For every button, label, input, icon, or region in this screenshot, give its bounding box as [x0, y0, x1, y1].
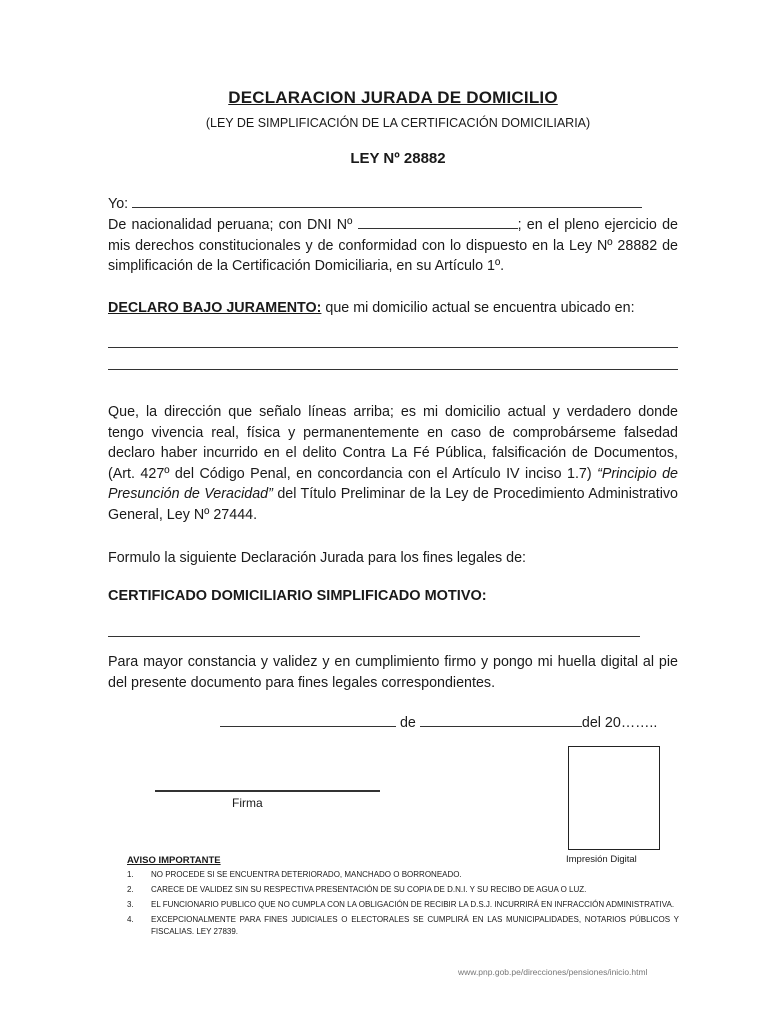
- yo-label: Yo:: [108, 196, 129, 212]
- notice-number: 3.: [127, 900, 134, 909]
- notice-text: CARECE DE VALIDEZ SIN SU RESPECTIVA PRESENTACIÓN DE SU COPIA DE D.N.I. Y SU RECIBO DE AGUA O LUZ.: [151, 885, 587, 894]
- yo-line: [108, 193, 678, 215]
- declaro-label: DECLARO BAJO JURAMENTO:: [108, 300, 322, 316]
- notice-title: AVISO IMPORTANTE: [127, 855, 221, 866]
- notice-item: [127, 884, 679, 896]
- paragraph-nationality: [108, 214, 678, 277]
- veracity-tail: del Título Preliminar de la Ley de Procedimiento Administrativo General, Ley Nº 27444.: [108, 486, 678, 523]
- paragraph-constancia: Para mayor constancia y validez y en cumplimiento firmo y pongo mi huella digital al pie del presente documento para fines legales correspondientes.: [108, 654, 678, 691]
- address-blank-1: [108, 347, 678, 348]
- fingerprint-label: Impresión Digital: [566, 854, 637, 865]
- motivo-blank: [108, 636, 640, 637]
- notice-list: [127, 869, 679, 941]
- notice-item: [127, 914, 679, 938]
- notice-text: EL FUNCIONARIO PUBLICO QUE NO CUMPLA CON LA OBLIGACIÓN DE RECIBIR LA D.S.J. INCURRIRÁ EN INFRACCIÓN ADMINISTRATIVA.: [151, 900, 675, 909]
- notice-number: 4.: [127, 915, 134, 924]
- veracity-text: Que, la dirección que señalo líneas arriba; es mi domicilio actual y verdadero donde tengo vivencia real, física y permanentemente en caso de comprobárseme falsedad declaro haber incurrido en el delito Contra La Fé Pública, falsificación de Documentos, (Art. 427º del Código Penal, en concordancia con el Artículo IV inciso 1.7): [108, 404, 678, 482]
- date-del: del 20……..: [581, 715, 658, 731]
- footer-url[interactable]: www.pnp.gob.pe/direcciones/pensiones/inicio.html: [458, 967, 648, 977]
- notice-number: 2.: [127, 885, 134, 894]
- declaro-rest: que mi domicilio actual se encuentra ubicado en:: [321, 300, 635, 316]
- nationality-prefix: De nacionalidad peruana; con DNI Nº: [108, 217, 353, 233]
- notice-text: NO PROCEDE SI SE ENCUENTRA DETERIORADO, MANCHADO O BORRONEADO.: [151, 870, 462, 879]
- notice-text: EXCEPCIONALMENTE PARA FINES JUDICIALES O ELECTORALES SE CUMPLIRÁ EN LAS MUNICIPALIDADES, NOTARIOS PÚBLICOS Y FISCALIAS. LEY 27839.: [151, 915, 679, 936]
- document-subtitle: (LEY DE SIMPLIFICACIÓN DE LA CERTIFICACIÓN DOMICILIARIA): [205, 116, 591, 130]
- notice-item: [127, 899, 679, 911]
- notice-item: [127, 869, 679, 881]
- paragraph-declaro: [108, 298, 678, 319]
- date-de: de: [399, 715, 416, 731]
- law-number: LEY Nº 28882: [350, 150, 446, 167]
- address-blank-2: [108, 369, 678, 370]
- nationality-rest: ; en el pleno ejercicio de mis derechos constitucionales y de conformidad con lo dispuesto en la Ley Nº 28882 de simplificación de la Certificación Domiciliaria, en su Artículo 1º.: [108, 217, 678, 274]
- dni-blank: [358, 214, 518, 229]
- date-line: [220, 712, 680, 731]
- notice-number: 1.: [127, 870, 134, 879]
- document-title: DECLARACION JURADA DE DOMICILIO: [228, 88, 558, 107]
- fingerprint-box: [568, 746, 660, 850]
- name-blank: [132, 193, 642, 208]
- veracity-italic: “Principio de Presunción de Veracidad”: [108, 465, 678, 502]
- paragraph-veracity: [108, 402, 678, 525]
- signature-label: Firma: [232, 796, 263, 810]
- day-blank: [220, 712, 396, 727]
- signature-line: [155, 790, 380, 792]
- paragraph-purpose: Formulo la siguiente Declaración Jurada para los fines legales de:: [108, 550, 527, 566]
- motivo-heading: CERTIFICADO DOMICILIARIO SIMPLIFICADO MOTIVO:: [108, 588, 487, 604]
- month-blank: [420, 712, 582, 727]
